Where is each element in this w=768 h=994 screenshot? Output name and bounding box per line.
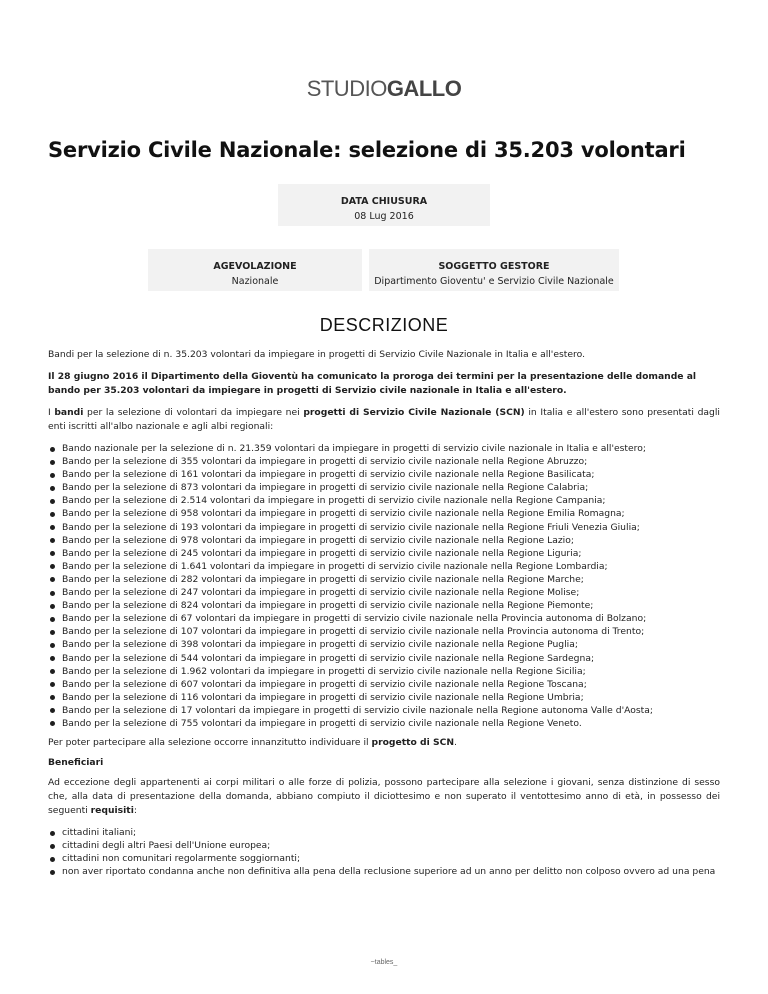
list-item: cittadini non comunitari regolarmente soggiornanti; (48, 852, 720, 865)
data-chiusura-box (278, 184, 490, 226)
list-item: Bando per la selezione di 755 volontari da impiegare in progetti di servizio civile nazionale nella Regione Veneto. (48, 717, 720, 730)
data-chiusura-value: 08 Lug 2016 (354, 211, 414, 222)
footer-text: ~tables_ (370, 959, 398, 966)
list-item: Bando per la selezione di 67 volontari da impiegare in progetti di servizio civile nazionale nella Provincia autonoma di Bolzano; (48, 612, 720, 625)
list-item: Bando per la selezione di 107 volontari da impiegare in progetti di servizio civile nazionale nella Provincia autonoma di Trento; (48, 625, 720, 638)
text-span: Ad eccezione degli appartenenti ai corpi militari o alle forze di polizia, possono partecipare alla selezione i giovani, senza distinzione di sesso che, alla data di presentazione della domanda, abbiano compiuto il diciottesimo e non superato il ventottesimo anno di età, in possesso dei seguenti (48, 777, 720, 817)
list-item: Bando per la selezione di 958 volontari da impiegare in progetti di servizio civile nazionale nella Regione Emilia Romagna; (48, 507, 720, 520)
text-span: . (454, 737, 457, 749)
list-item: non aver riportato condanna anche non definitiva alla pena della reclusione superiore ad un anno per delitto non colposo ovvero ad una pena (48, 865, 720, 878)
bandi-intro-paragraph (48, 406, 720, 434)
intro-paragraph: Bandi per la selezione di n. 35.203 volontari da impiegare in progetti di Servizio Civile Nazionale in Italia e all'estero. (48, 349, 585, 360)
list-item: Bando per la selezione di 2.514 volontari da impiegare in progetti di servizio civile nazionale nella Regione Campania; (48, 494, 720, 507)
section-title-descrizione: DESCRIZIONE (319, 315, 449, 335)
agevolazione-box (148, 249, 362, 291)
bandi-link[interactable]: bandi (54, 407, 84, 418)
description-content (48, 348, 720, 884)
page-title: Servizio Civile Nazionale: selezione di 35.203 volontari (48, 138, 686, 162)
list-item: Bando per la selezione di 116 volontari da impiegare in progetti di servizio civile nazionale nella Regione Umbria; (48, 691, 720, 704)
list-item: Bando per la selezione di 1.641 volontari da impiegare in progetti di servizio civile nazionale nella Regione Lombardia; (48, 560, 720, 573)
progetto-scn-link[interactable]: progetto di SCN (371, 737, 455, 749)
logo-text-light: STUDIO (306, 76, 387, 101)
requisiti-list (48, 826, 720, 878)
list-item: Bando per la selezione di 607 volontari da impiegare in progetti di servizio civile nazionale nella Regione Toscana; (48, 678, 720, 691)
text-span: per la selezione di volontari da impiegare nei (83, 407, 304, 418)
beneficiari-paragraph (48, 776, 720, 818)
list-item: Bando per la selezione di 978 volontari da impiegare in progetti di servizio civile nazionale nella Regione Lazio; (48, 534, 720, 547)
notice-paragraph (48, 370, 720, 398)
list-item: Bando per la selezione di 282 volontari da impiegare in progetti di servizio civile nazionale nella Regione Marche; (48, 573, 720, 586)
list-item: Bando per la selezione di 17 volontari da impiegare in progetti di servizio civile nazionale nella Regione autonoma Valle d'Aosta; (48, 704, 720, 717)
list-item: Bando per la selezione di 398 volontari da impiegare in progetti di servizio civile nazionale nella Regione Puglia; (48, 638, 720, 651)
soggetto-gestore-value: Dipartimento Gioventu' e Servizio Civile Nazionale (374, 276, 614, 287)
notice-text: Il 28 giugno 2016 il Dipartimento della Gioventù ha comunicato la proroga dei termini per la presentazione delle domande al bando per 35.203 volontari da impiegare in progetti di Servizio civile nazionale in Italia e all'estero. (48, 371, 697, 396)
progetti-scn-link[interactable]: progetti di Servizio Civile Nazionale (SCN) (303, 407, 525, 418)
site-logo[interactable] (0, 76, 768, 102)
list-item: Bando per la selezione di 245 volontari da impiegare in progetti di servizio civile nazionale nella Regione Liguria; (48, 547, 720, 560)
text-span: Per poter partecipare alla selezione occorre innanzitutto individuare il (48, 737, 372, 749)
list-item: Bando nazionale per la selezione di n. 21.359 volontari da impiegare in progetti di servizio civile nazionale in Italia e all'estero; (48, 442, 720, 455)
list-item: cittadini italiani; (48, 826, 720, 839)
list-item: Bando per la selezione di 193 volontari da impiegare in progetti di servizio civile nazionale nella Regione Friuli Venezia Giulia; (48, 521, 720, 534)
requisiti-text: requisiti (90, 805, 134, 817)
logo-text-bold: GALLO (386, 76, 462, 101)
bandi-list (48, 442, 720, 730)
list-item: Bando per la selezione di 1.962 volontari da impiegare in progetti di servizio civile nazionale nella Regione Sicilia; (48, 665, 720, 678)
agevolazione-value: Nazionale (231, 276, 279, 287)
text-span: : (133, 805, 137, 817)
text-span: I (48, 407, 55, 418)
list-item: Bando per la selezione di 873 volontari da impiegare in progetti di servizio civile nazionale nella Regione Calabria; (48, 481, 720, 494)
list-item: cittadini degli altri Paesi dell'Unione europea; (48, 839, 720, 852)
soggetto-gestore-label: SOGGETTO GESTORE (438, 261, 550, 272)
list-item: Bando per la selezione di 544 volontari da impiegare in progetti di servizio civile nazionale nella Regione Sardegna; (48, 652, 720, 665)
soggetto-gestore-box (369, 249, 619, 291)
list-item: Bando per la selezione di 824 volontari da impiegare in progetti di servizio civile nazionale nella Regione Piemonte; (48, 599, 720, 612)
agevolazione-label: AGEVOLAZIONE (213, 261, 297, 272)
text-span: in Italia e all'estero sono presentati dagli enti iscritti all'albo nazionale e agli albi regionali: (48, 407, 720, 432)
list-item: Bando per la selezione di 247 volontari da impiegare in progetti di servizio civile nazionale nella Regione Molise; (48, 586, 720, 599)
list-item: Bando per la selezione di 161 volontari da impiegare in progetti di servizio civile nazionale nella Regione Basilicata; (48, 468, 720, 481)
beneficiari-heading: Beneficiari (48, 757, 104, 769)
data-chiusura-label: DATA CHIUSURA (340, 196, 428, 207)
list-item: Bando per la selezione di 355 volontari da impiegare in progetti di servizio civile nazionale nella Regione Abruzzo; (48, 455, 720, 468)
progetto-paragraph (48, 736, 720, 750)
